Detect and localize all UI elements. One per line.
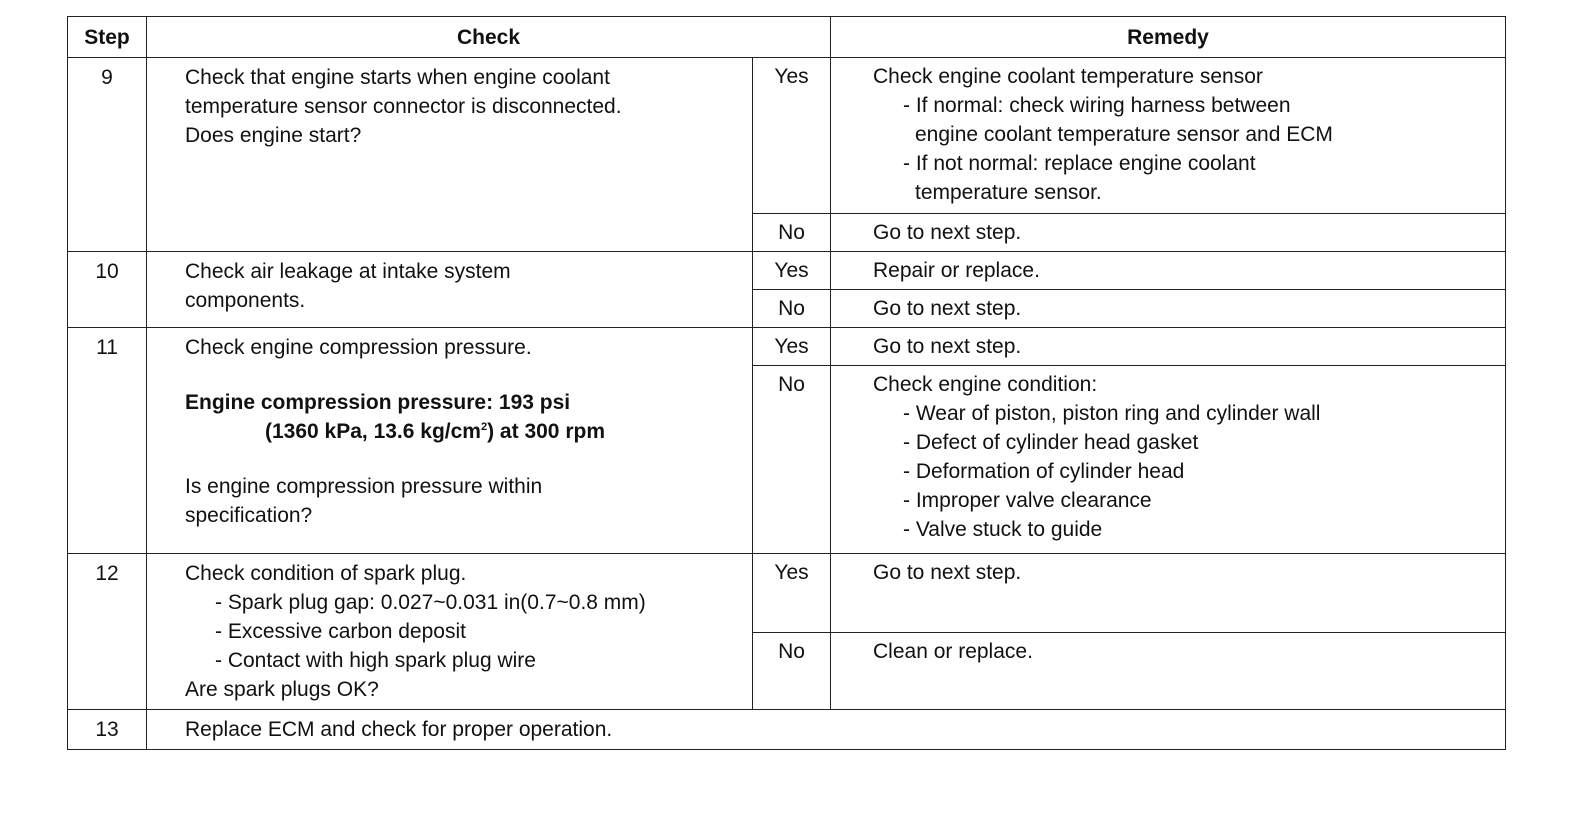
table-row: [68, 252, 1506, 290]
remedy-text: - If normal: check wiring harness between: [903, 94, 1291, 117]
no-label: No: [753, 214, 831, 252]
table-row: [68, 554, 1506, 633]
remedy-text: Check engine coolant temperature sensor: [873, 65, 1263, 88]
check-cell: [147, 252, 753, 328]
remedy-cell: [831, 58, 1506, 214]
remedy-text: Repair or replace.: [831, 252, 1506, 290]
remedy-text: Go to next step.: [831, 290, 1506, 328]
remedy-text: Go to next step.: [831, 328, 1506, 366]
header-check: Check: [147, 17, 831, 58]
header-row: [68, 17, 1506, 58]
check-text: specification?: [185, 504, 313, 527]
yes-label: Yes: [753, 554, 831, 633]
remedy-text: temperature sensor.: [915, 181, 1102, 204]
check-text: components.: [185, 289, 306, 312]
yes-label: Yes: [753, 252, 831, 290]
check-text: Check engine compression pressure.: [185, 336, 532, 359]
spec-text: (1360 kPa, 13.6 $kg/cm^2$) at 300 rpm: [265, 420, 605, 443]
step-number: 13: [68, 710, 147, 750]
diagnostic-table: [67, 16, 1506, 750]
no-label: No: [753, 632, 831, 709]
no-label: No: [753, 290, 831, 328]
remedy-text: engine coolant temperature sensor and ECM: [915, 123, 1333, 146]
check-text: Is engine compression pressure within: [185, 475, 543, 498]
check-text: Check air leakage at intake system: [185, 260, 511, 283]
remedy-text: - Deformation of cylinder head: [903, 460, 1185, 483]
check-text: - Excessive carbon deposit: [215, 620, 466, 643]
table-row: [68, 58, 1506, 214]
check-cell: [147, 554, 753, 710]
header-step: Step: [68, 17, 147, 58]
yes-label: Yes: [753, 58, 831, 214]
check-text: - Spark plug gap: 0.027~0.031 in(0.7~0.8 mm): [215, 591, 646, 614]
check-cell: [147, 328, 753, 554]
check-text: Check that engine starts when engine coolant: [185, 66, 610, 89]
header-remedy: Remedy: [831, 17, 1506, 58]
remedy-cell: [831, 366, 1506, 554]
check-cell: [147, 58, 753, 252]
check-text: Are spark plugs OK?: [185, 678, 379, 701]
remedy-text: - Wear of piston, piston ring and cylinder wall: [903, 402, 1321, 425]
remedy-text: - Improper valve clearance: [903, 489, 1152, 512]
check-text: Does engine start?: [185, 124, 362, 147]
remedy-text: - If not normal: replace engine coolant: [903, 152, 1256, 175]
remedy-text: Check engine condition:: [873, 373, 1098, 396]
step-number: 12: [68, 554, 147, 710]
step-number: 9: [68, 58, 147, 252]
remedy-text: - Valve stuck to guide: [903, 518, 1103, 541]
check-text: temperature sensor connector is disconnected.: [185, 95, 622, 118]
remedy-text: Clean or replace.: [831, 632, 1506, 709]
yes-label: Yes: [753, 328, 831, 366]
no-label: No: [753, 366, 831, 554]
check-text: Check condition of spark plug.: [185, 562, 467, 585]
check-text: Replace ECM and check for proper operation.: [147, 710, 1506, 750]
remedy-text: - Defect of cylinder head gasket: [903, 431, 1199, 454]
step-number: 10: [68, 252, 147, 328]
remedy-text: Go to next step.: [831, 554, 1506, 633]
table-row: [68, 710, 1506, 750]
step-number: 11: [68, 328, 147, 554]
table-row: [68, 328, 1506, 366]
spec-text: Engine compression pressure: 193 psi: [185, 391, 571, 414]
remedy-text: Go to next step.: [831, 214, 1506, 252]
check-text: - Contact with high spark plug wire: [215, 649, 536, 672]
